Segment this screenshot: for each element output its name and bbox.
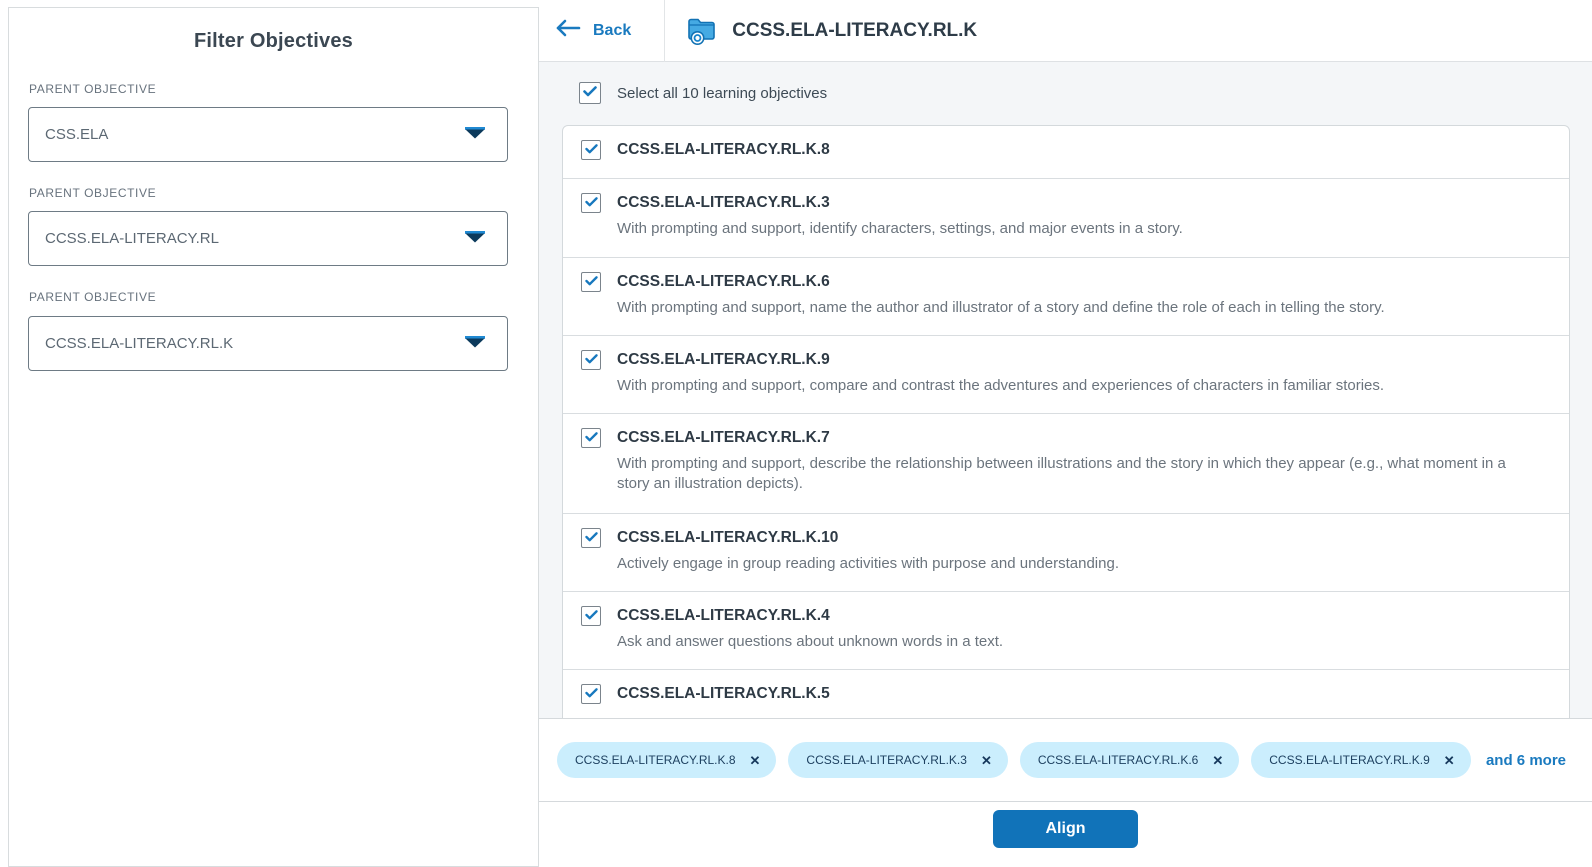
objective-description: With prompting and support, compare and contrast the adventures and experiences of characters in familiar stories. — [617, 377, 1385, 394]
objective-description: Actively engage in group reading activities with purpose and understanding. — [617, 555, 1119, 572]
objective-checkbox[interactable] — [581, 350, 601, 370]
chip-label: CCSS.ELA-LITERACY.RL.K.8 — [575, 753, 736, 767]
filter-objectives-panel — [8, 7, 539, 867]
parent-objective-select-2[interactable] — [28, 211, 508, 266]
objective-code: CCSS.ELA-LITERACY.RL.K.5 — [617, 685, 830, 702]
parent-objective-label-1: PARENT OBJECTIVE — [29, 82, 157, 96]
check-icon — [583, 84, 597, 102]
selected-objective-chip[interactable] — [1020, 742, 1239, 778]
select-all-checkbox[interactable] — [579, 82, 601, 104]
more-chips-label: and 6 more — [1485, 751, 1566, 769]
objectives-list-region — [539, 62, 1592, 718]
parent-objective-value-3: CCSS.ELA-LITERACY.RL.K — [45, 335, 234, 352]
remove-chip-icon[interactable]: ✕ — [1212, 752, 1224, 768]
objective-row — [563, 414, 1569, 514]
objective-checkbox[interactable] — [581, 428, 601, 448]
check-icon — [585, 607, 598, 625]
chevron-down-icon — [465, 335, 485, 353]
parent-objective-label-2: PARENT OBJECTIVE — [29, 186, 157, 200]
objective-code: CCSS.ELA-LITERACY.RL.K.10 — [617, 529, 839, 546]
check-icon — [585, 351, 598, 369]
check-icon — [585, 273, 598, 291]
objective-row — [563, 592, 1569, 670]
filter-panel-title: Filter Objectives — [193, 30, 353, 52]
check-icon — [585, 429, 598, 447]
selected-objective-chip[interactable] — [788, 742, 1007, 778]
objective-code: CCSS.ELA-LITERACY.RL.K.8 — [617, 141, 830, 158]
parent-objective-label-3: PARENT OBJECTIVE — [29, 290, 157, 304]
objective-code: CCSS.ELA-LITERACY.RL.K.9 — [617, 351, 830, 368]
objective-row — [563, 179, 1569, 258]
objective-row — [563, 336, 1569, 414]
back-button-label: Back — [593, 21, 632, 39]
objective-row — [563, 670, 1569, 718]
selected-objective-chip[interactable] — [1251, 742, 1470, 778]
remove-chip-icon[interactable]: ✕ — [1443, 752, 1455, 768]
remove-chip-icon[interactable]: ✕ — [980, 752, 992, 768]
objective-row — [563, 514, 1569, 592]
objective-description: Ask and answer questions about unknown words in a text. — [617, 633, 1004, 650]
objective-checkbox[interactable] — [581, 684, 601, 704]
header-divider — [664, 0, 665, 62]
objective-checkbox[interactable] — [581, 193, 601, 213]
remove-chip-icon[interactable]: ✕ — [749, 752, 761, 768]
objective-code: CCSS.ELA-LITERACY.RL.K.4 — [617, 607, 830, 624]
objectives-list — [562, 125, 1570, 718]
objective-code: CCSS.ELA-LITERACY.RL.K.6 — [617, 273, 830, 290]
objective-checkbox[interactable] — [581, 528, 601, 548]
check-icon — [585, 685, 598, 703]
objective-checkbox[interactable] — [581, 606, 601, 626]
objective-group-title: CCSS.ELA-LITERACY.RL.K — [732, 19, 978, 41]
selected-objective-chip[interactable] — [557, 742, 776, 778]
select-all-row — [579, 82, 827, 104]
objective-description: With prompting and support, identify characters, settings, and major events in a story. — [617, 220, 1183, 237]
parent-objective-value-1: CSS.ELA — [45, 126, 109, 143]
align-button[interactable]: Align — [993, 810, 1138, 848]
objective-folder-icon — [687, 17, 716, 45]
back-arrow-icon — [555, 19, 581, 42]
objective-checkbox[interactable] — [581, 272, 601, 292]
align-footer — [539, 801, 1592, 854]
chevron-down-icon — [465, 230, 485, 248]
chip-label: CCSS.ELA-LITERACY.RL.K.3 — [806, 753, 967, 767]
parent-objective-value-2: CCSS.ELA-LITERACY.RL — [45, 230, 219, 247]
objective-code: CCSS.ELA-LITERACY.RL.K.3 — [617, 194, 830, 211]
chip-label: CCSS.ELA-LITERACY.RL.K.9 — [1269, 753, 1430, 767]
objectives-header — [539, 0, 1592, 62]
select-all-label: Select all 10 learning objectives — [617, 84, 828, 102]
back-button[interactable] — [555, 19, 631, 42]
objectives-panel — [539, 0, 1592, 854]
objective-code: CCSS.ELA-LITERACY.RL.K.7 — [617, 429, 830, 446]
check-icon — [585, 194, 598, 212]
objective-row — [563, 258, 1569, 336]
objective-description: With prompting and support, describe the relationship between illustrations and the story in which they appear (e.g., what moment in a story an illustration depicts). — [617, 455, 1506, 492]
chip-label: CCSS.ELA-LITERACY.RL.K.6 — [1037, 753, 1199, 767]
selected-objectives-bar — [539, 718, 1592, 801]
objective-checkbox[interactable] — [581, 140, 601, 160]
check-icon — [585, 141, 598, 159]
check-icon — [585, 529, 598, 547]
objective-row — [563, 126, 1569, 179]
parent-objective-select-1[interactable] — [28, 107, 508, 162]
chevron-down-icon — [465, 126, 485, 144]
objective-description: With prompting and support, name the author and illustrator of a story and define the role of each in telling the story. — [617, 299, 1385, 316]
parent-objective-select-3[interactable] — [28, 316, 508, 371]
